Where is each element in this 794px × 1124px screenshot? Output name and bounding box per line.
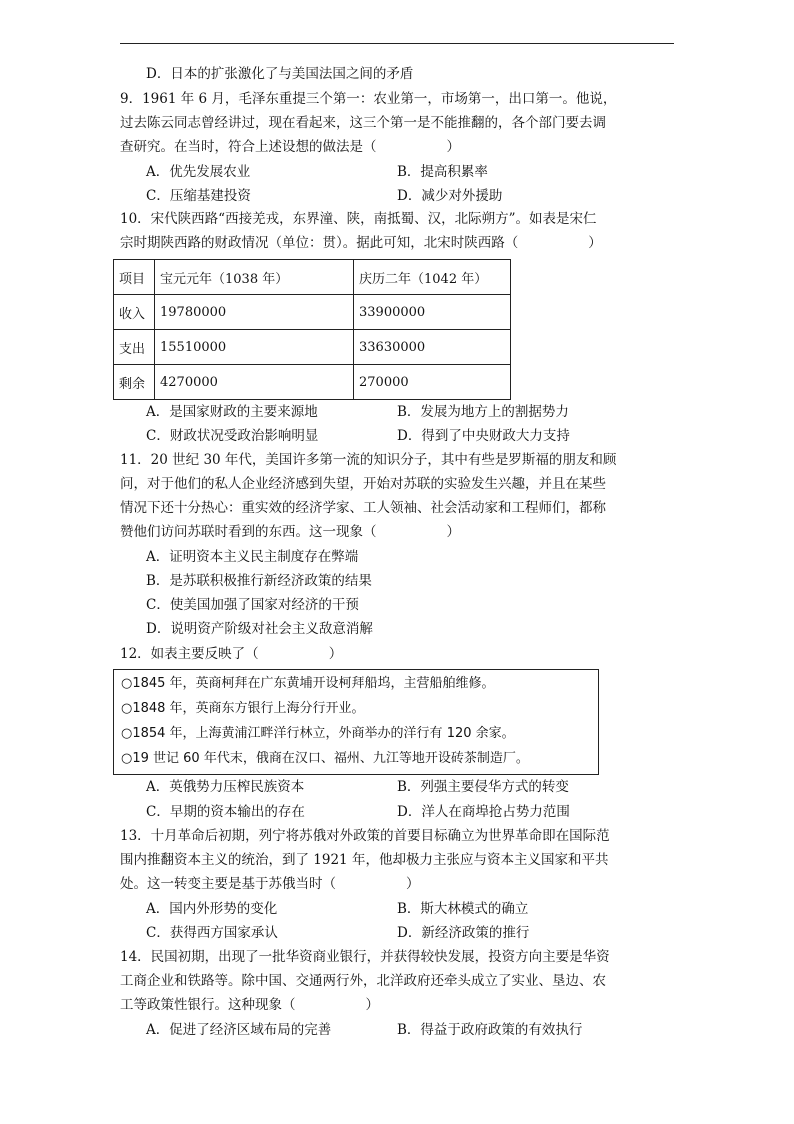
q10-option-c: C．财政状况受政治影响明显 bbox=[146, 428, 319, 444]
table-header-cell: 项目 bbox=[114, 260, 155, 295]
q9-option-a: A．优先发展农业 bbox=[146, 164, 251, 180]
q9-stem-line2: 过去陈云同志曾经讲过，现在看起来，这三个第一是不能推翻的，各个部门要去调 bbox=[120, 115, 606, 131]
table-cell: 4270000 bbox=[155, 365, 354, 400]
q8-option-d: D．日本的扩张激化了与美国法国之间的矛盾 bbox=[146, 66, 414, 82]
q11-option-b: B．是苏联积极推行新经济政策的结果 bbox=[146, 573, 372, 589]
q13-option-c: C．获得西方国家承认 bbox=[146, 925, 278, 941]
table-header-cell: 庆历二年（1042 年） bbox=[354, 260, 511, 295]
q14-option-b: B．得益于政府政策的有效执行 bbox=[397, 1022, 583, 1038]
q9-option-d: D．减少对外援助 bbox=[397, 188, 503, 204]
table-cell: 19780000 bbox=[155, 295, 354, 330]
q13-stem-line1: 13．十月革命后初期，列宁将苏俄对外政策的首要目标确立为世界革命即在国际范 bbox=[120, 828, 610, 844]
table-row bbox=[114, 365, 511, 400]
q11-stem-line4: 赞他们访问苏联时看到的东西。这一现象（ ） bbox=[120, 524, 460, 540]
q10-option-b: B．发展为地方上的割据势力 bbox=[397, 404, 569, 420]
q11-stem-line1: 11．20 世纪 30 年代，美国许多第一流的知识分子，其中有些是罗斯福的朋友和顾 bbox=[120, 452, 617, 468]
table-cell: 33630000 bbox=[354, 330, 511, 365]
q9-option-c: C．压缩基建投资 bbox=[146, 188, 251, 204]
q13-option-a: A．国内外形势的变化 bbox=[146, 901, 278, 917]
table-header-row bbox=[114, 260, 511, 295]
table-cell: 支出 bbox=[114, 330, 155, 365]
q9-option-b: B．提高积累率 bbox=[397, 164, 488, 180]
q14-option-a: A．促进了经济区域布局的完善 bbox=[146, 1022, 332, 1038]
q11-option-a: A．证明资本主义民主制度存在弊端 bbox=[146, 549, 359, 565]
table-header-cell: 宝元元年（1038 年） bbox=[155, 260, 354, 295]
q11-option-d: D．说明资产阶级对社会主义敌意消解 bbox=[146, 621, 373, 637]
q10-finance-table bbox=[113, 259, 511, 400]
table-row bbox=[114, 295, 511, 330]
q13-option-b: B．斯大林模式的确立 bbox=[397, 901, 529, 917]
table-cell: 270000 bbox=[354, 365, 511, 400]
q9-stem-line3: 查研究。在当时，符合上述设想的做法是（ ） bbox=[120, 139, 460, 155]
q10-option-d: D．得到了中央财政大力支持 bbox=[397, 428, 570, 444]
q9-stem-line1: 9．1961 年 6 月，毛泽东重提三个第一：农业第一，市场第一，出口第一。他说， bbox=[120, 91, 617, 107]
q14-stem-line2: 工商企业和铁路等。除中国、交通两行外，北洋政府还牵头成立了实业、垦边、农 bbox=[120, 973, 606, 989]
table-cell: 33900000 bbox=[354, 295, 511, 330]
q13-stem-line3: 处。这一转变主要是基于苏俄当时（ ） bbox=[120, 876, 420, 892]
q14-stem-line1: 14．民国初期，出现了一批华资商业银行，并获得较快发展，投资方向主要是华资 bbox=[120, 949, 610, 965]
q11-stem-line2: 问，对于他们的私人企业经济感到失望，开始对苏联的实验发生兴趣，并且在某些 bbox=[120, 476, 606, 492]
q12-option-b: B．列强主要侵华方式的转变 bbox=[397, 779, 569, 795]
q11-option-c: C．使美国加强了国家对经济的干预 bbox=[146, 597, 359, 613]
material-item: ○1854 年，上海黄浦江畔洋行林立，外商举办的洋行有 120 余家。 bbox=[121, 726, 515, 741]
q10-stem-line1: 10．宋代陕西路“西接羌戎，东界潼、陕，南抵蜀、汉，北际朔方”。如表是宋仁 bbox=[120, 211, 597, 227]
q12-option-a: A．英俄势力压榨民族资本 bbox=[146, 779, 305, 795]
q12-material-box bbox=[113, 669, 599, 775]
material-item: ○1848 年，英商东方银行上海分行开业。 bbox=[121, 701, 365, 716]
top-rule bbox=[120, 43, 674, 44]
table-cell: 15510000 bbox=[155, 330, 354, 365]
material-item: ○1845 年，英商柯拜在广东黄埔开设柯拜船坞，主营船舶维修。 bbox=[121, 676, 495, 691]
q12-stem-line1: 12．如表主要反映了（ ） bbox=[120, 646, 343, 662]
q10-option-a: A．是国家财政的主要来源地 bbox=[146, 404, 318, 420]
q13-stem-line2: 围内推翻资本主义的统治，到了 1921 年，他却极力主张应与资本主义国家和平共 bbox=[120, 852, 609, 868]
q13-option-d: D．新经济政策的推行 bbox=[397, 925, 530, 941]
q10-stem-line2: 宗时期陕西路的财政情况（单位：贯）。据此可知，北宋时陕西路（ ） bbox=[120, 235, 602, 251]
q11-stem-line3: 情况下还十分热心：重实效的经济学家、工人领袖、社会活动家和工程师们，都称 bbox=[120, 500, 606, 516]
q12-option-d: D．洋人在商埠抢占势力范围 bbox=[397, 804, 570, 820]
table-cell: 剩余 bbox=[114, 365, 155, 400]
table-cell: 收入 bbox=[114, 295, 155, 330]
table-row bbox=[114, 330, 511, 365]
material-item: ○19 世记 60 年代末，俄商在汉口、福州、九江等地开设砖茶制造厂。 bbox=[121, 751, 529, 766]
q14-stem-line3: 工等政策性银行。这种现象（ ） bbox=[120, 997, 379, 1013]
q12-option-c: C．早期的资本输出的存在 bbox=[146, 804, 305, 820]
